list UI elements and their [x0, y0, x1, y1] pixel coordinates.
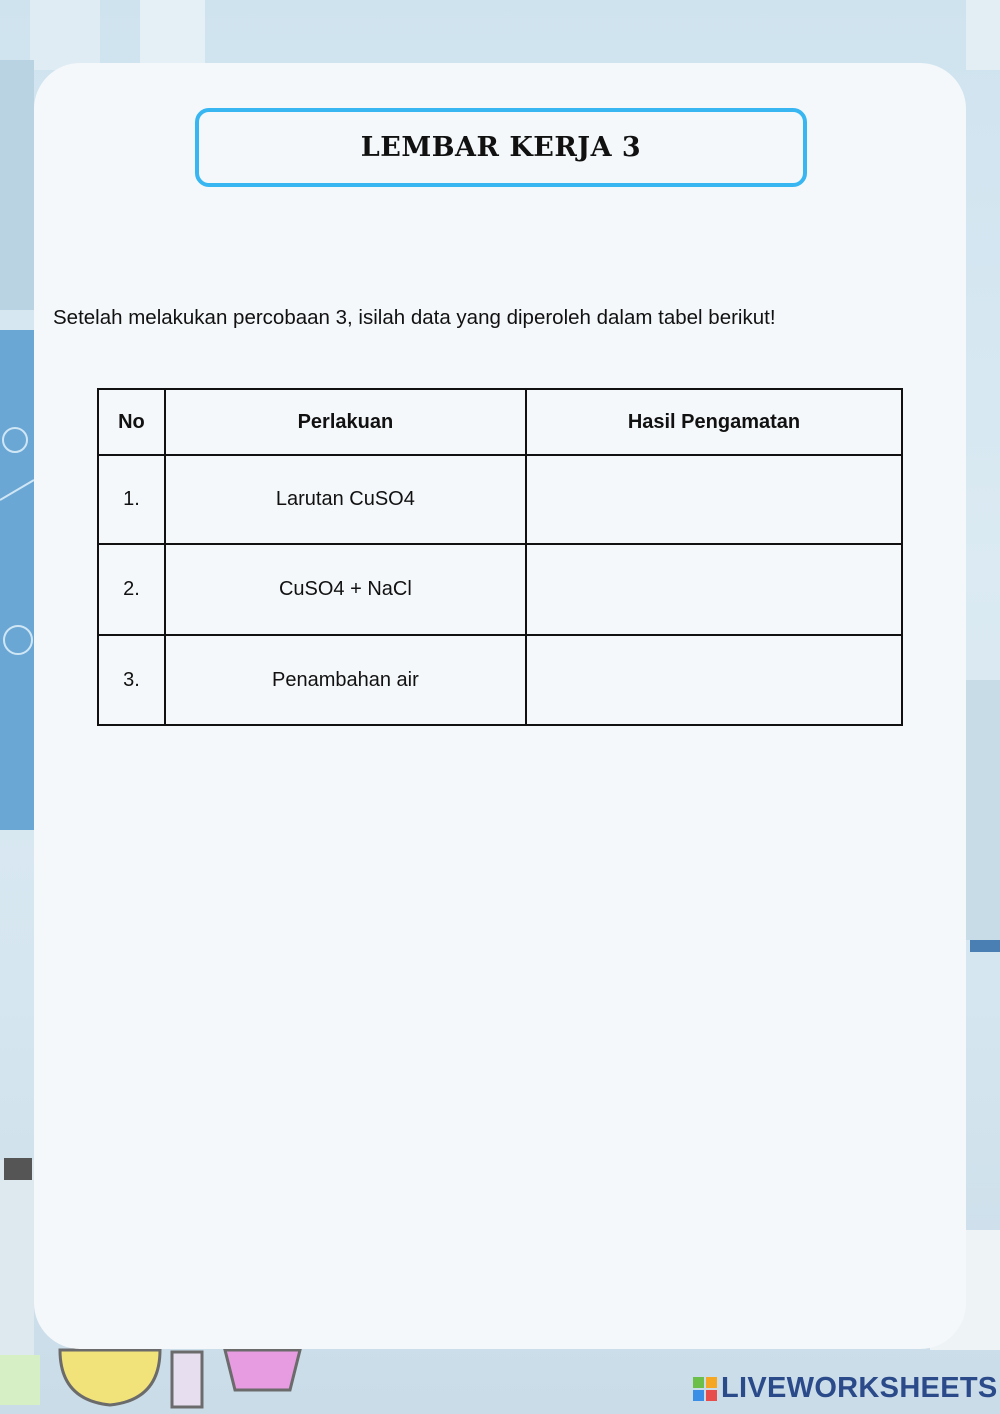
- row-number: 3.: [98, 635, 165, 725]
- table-header-row: [98, 389, 902, 455]
- liveworksheets-brand[interactable]: [693, 1372, 998, 1405]
- table-row: [98, 455, 902, 544]
- worksheet-title-box: [195, 108, 807, 187]
- row-result-cell[interactable]: [526, 635, 902, 725]
- row-treatment: Penambahan air: [165, 635, 526, 725]
- header-result: Hasil Pengamatan: [526, 389, 902, 455]
- worksheet-title: LEMBAR KERJA 3: [360, 132, 642, 163]
- row-result-cell[interactable]: [526, 544, 902, 635]
- table-row: [98, 635, 902, 725]
- liveworksheets-logo-icon: [693, 1377, 717, 1401]
- liveworksheets-wordmark: LIVEWORKSHEETS: [721, 1372, 998, 1404]
- row-number: 2.: [98, 544, 165, 635]
- row-treatment: CuSO4 + NaCl: [165, 544, 526, 635]
- header-no: No: [98, 389, 165, 455]
- observation-table: [97, 388, 903, 726]
- row-number: 1.: [98, 455, 165, 544]
- row-treatment: Larutan CuSO4: [165, 455, 526, 544]
- table-row: [98, 544, 902, 635]
- worksheet-instruction: Setelah melakukan percobaan 3, isilah data yang diperoleh dalam tabel berikut!: [53, 306, 776, 329]
- row-result-cell[interactable]: [526, 455, 902, 544]
- header-treatment: Perlakuan: [165, 389, 526, 455]
